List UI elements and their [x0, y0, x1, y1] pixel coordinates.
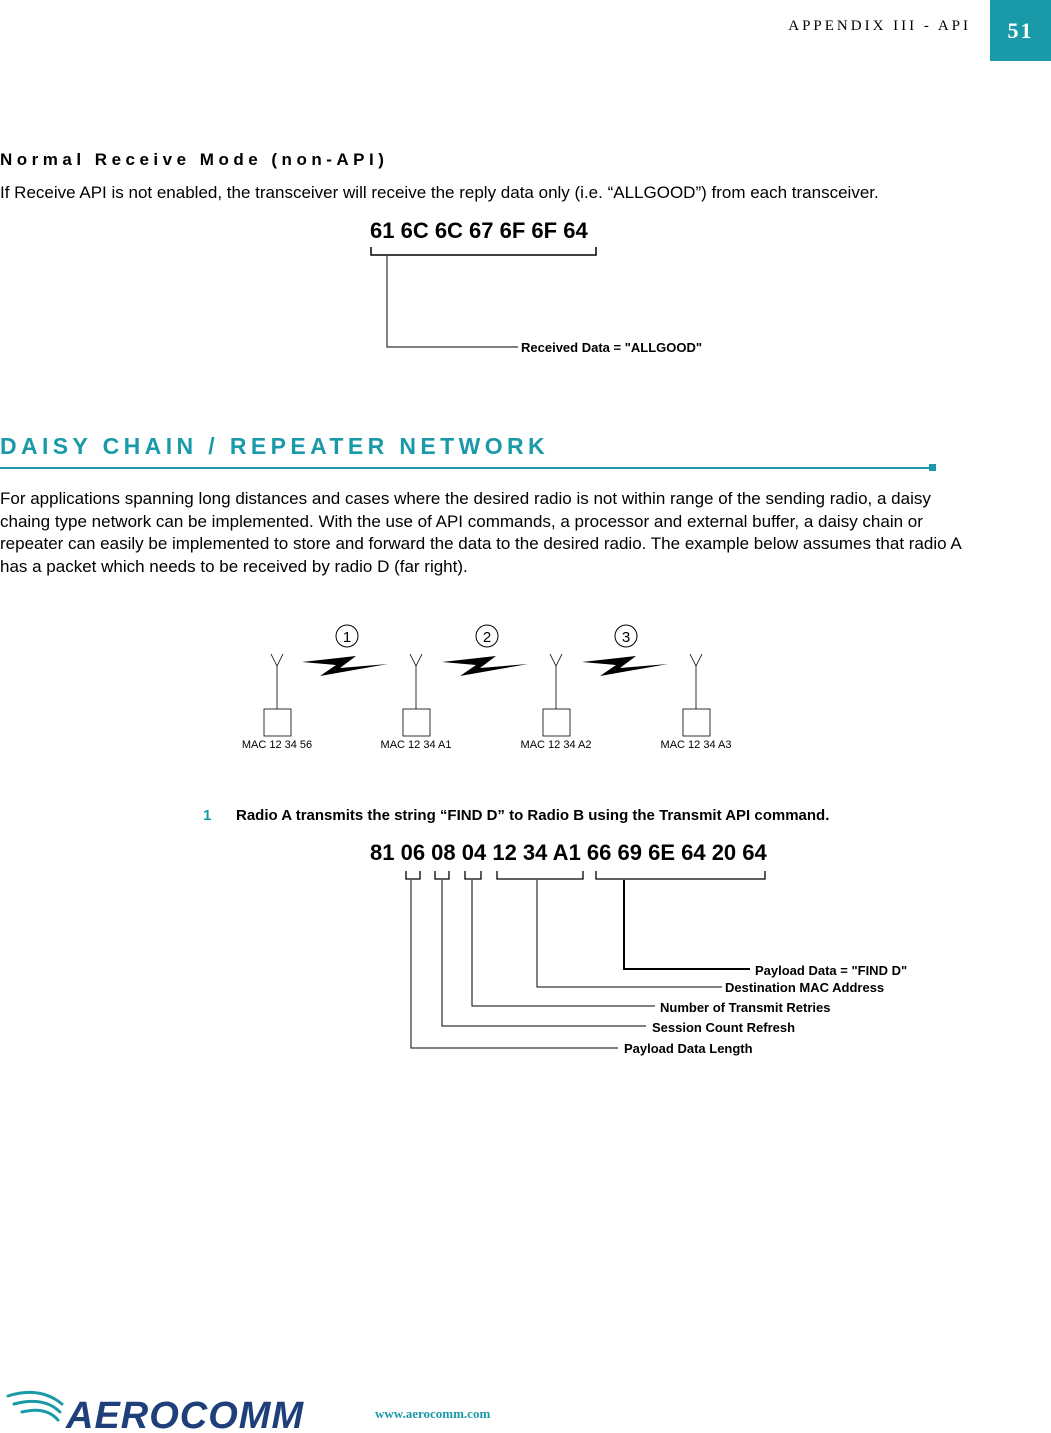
- hop-2: [476, 625, 498, 647]
- bracket-destination-mac: [497, 871, 583, 879]
- radio-a: [242, 654, 312, 751]
- appendix-title: APPENDIX III - API: [788, 18, 971, 34]
- hop-number: 3: [621, 629, 631, 646]
- section-divider: [0, 467, 932, 469]
- label-payload-length: Payload Data Length: [624, 1041, 753, 1056]
- radio-b: [381, 654, 452, 751]
- bracket-payload-length: [406, 871, 420, 879]
- packet-bytes: 81 06 08 04 12 34 A1 66 69 6E 64 20 64: [370, 840, 767, 865]
- antenna-icon: [690, 654, 702, 709]
- bracket-session-count: [435, 871, 449, 879]
- logo-wordmark: AEROCOMM: [66, 1395, 305, 1432]
- received-bytes: 61 6C 6C 67 6F 6F 64: [370, 218, 588, 243]
- radio-mac-label: MAC 12 34 A2: [520, 739, 592, 751]
- label-transmit-retries: Number of Transmit Retries: [660, 1000, 831, 1015]
- received-data-diagram: [0, 0, 1051, 400]
- bracket-transmit-retries: [465, 871, 481, 879]
- lightning-icon: [302, 656, 388, 676]
- hop-3: [615, 625, 637, 647]
- antenna-icon: [550, 654, 562, 709]
- swoosh-icon: [8, 1392, 62, 1420]
- transmit-packet-diagram: [0, 830, 1051, 1070]
- radio-d: [661, 654, 732, 751]
- radio-c: [521, 654, 592, 751]
- antenna-icon: [410, 654, 422, 709]
- step-description: Radio A transmits the string “FIND D” to Radio B using the Transmit API command.: [236, 807, 830, 824]
- aerocomm-logo: [0, 1382, 370, 1432]
- subsection-heading: Normal Receive Mode (non-API): [0, 150, 389, 169]
- bracket-payload-data: [596, 871, 765, 879]
- hop-number: 1: [342, 629, 352, 646]
- section-heading: DAISY CHAIN / REPEATER NETWORK: [0, 433, 550, 459]
- network-diagram: [0, 600, 1051, 760]
- radio-mac-label: MAC 12 34 A1: [380, 739, 452, 751]
- daisy-chain-paragraph: For applications spanning long distances and cases where the desired radio is not within range of the sending radio, a daisy chaing type network can be implemented. With the use of API commands, a processor and external buffer, a daisy chain or repeater can easily be implemented to store and forward the data to the desired radio. The example below assumes that radio A has a packet which needs to be received by radio D (far right).: [0, 489, 961, 577]
- page-number: 51: [990, 0, 1051, 61]
- divider-end-marker: [929, 464, 936, 471]
- received-label: Received Data = "ALLGOOD": [521, 340, 703, 355]
- hop-number: 2: [482, 629, 492, 646]
- received-bracket: [371, 247, 596, 255]
- leader-payload-data: [624, 880, 750, 969]
- lightning-icon: [582, 656, 668, 676]
- label-destination-mac: Destination MAC Address: [725, 980, 885, 995]
- antenna-icon: [271, 654, 283, 709]
- label-session-count: Session Count Refresh: [652, 1020, 796, 1035]
- label-payload-data: Payload Data = "FIND D": [755, 963, 908, 978]
- normal-mode-paragraph: If Receive API is not enabled, the transceiver will receive the reply data only (i.e. “ALLGOOD”) from each transceiver.: [0, 183, 879, 202]
- hop-1: [336, 625, 358, 647]
- leader-session-count: [442, 880, 646, 1026]
- radio-mac-label: MAC 12 34 A3: [660, 739, 732, 751]
- radio-mac-label: MAC 12 34 56: [241, 739, 313, 751]
- footer-url[interactable]: www.aerocomm.com: [375, 1406, 491, 1421]
- step-number: 1: [203, 807, 212, 824]
- lightning-icon: [442, 656, 528, 676]
- leader-destination-mac: [537, 880, 722, 987]
- received-leader-line: [387, 256, 518, 347]
